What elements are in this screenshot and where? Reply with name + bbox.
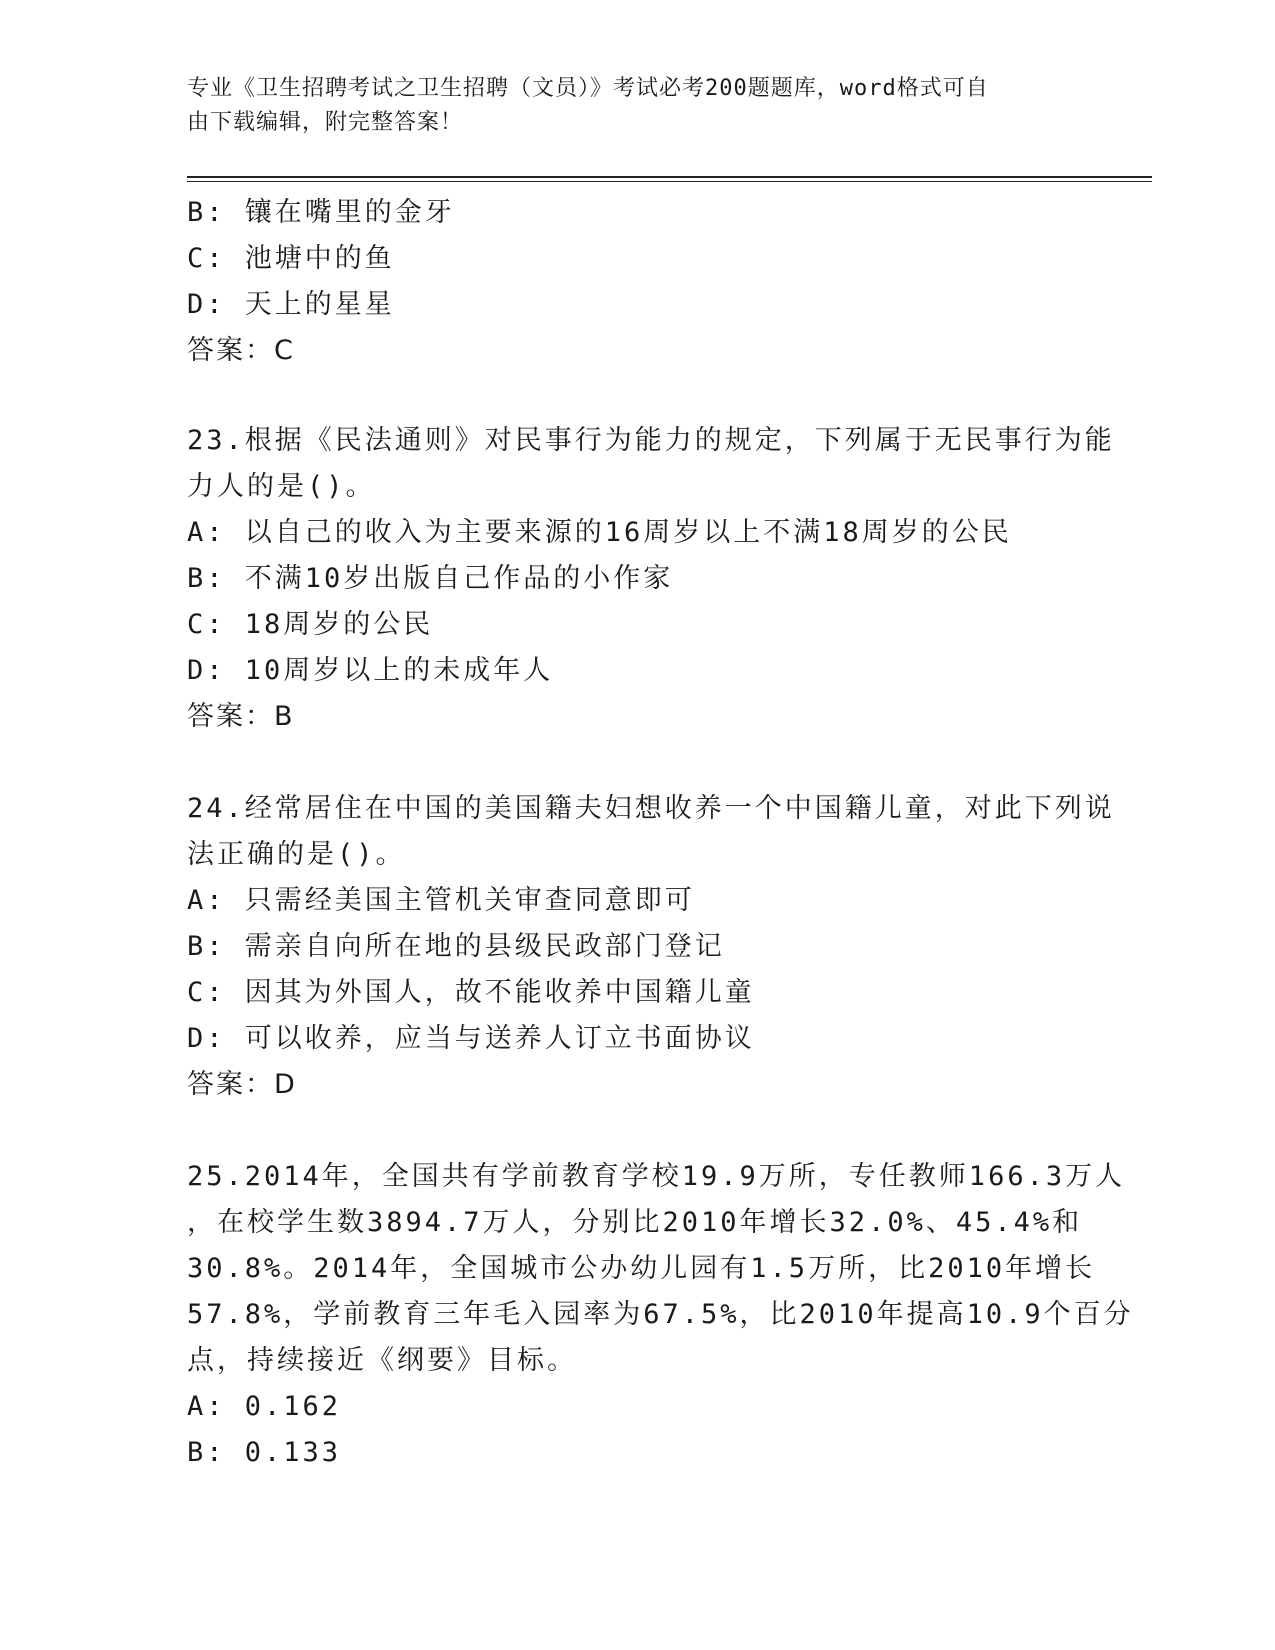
- option-d: D: 天上的星星: [187, 289, 395, 320]
- question-stem: 57.8%，学前教育三年毛入园率为67.5%，比2010年提高10.9个百分: [187, 1299, 1134, 1330]
- header-line-1: 专业《卫生招聘考试之卫生招聘（文员）》考试必考200题题库，word格式可自: [187, 76, 989, 101]
- option-b: B: 不满10岁出版自己作品的小作家: [187, 563, 674, 594]
- document-header: [187, 72, 1067, 140]
- option-a: A: 以自己的收入为主要来源的16周岁以上不满18周岁的公民: [187, 517, 1012, 548]
- question-stem: 法正确的是()。: [187, 839, 406, 870]
- question-stem: 30.8%。2014年，全国城市公办幼儿园有1.5万所，比2010年增长: [187, 1253, 1096, 1284]
- option-b: B: 需亲自向所在地的县级民政部门登记: [187, 931, 725, 962]
- option-d: D: 10周岁以上的未成年人: [187, 655, 554, 686]
- header-rule-thin: [187, 181, 1152, 182]
- header-line-2: 由下载编辑，附完整答案！: [187, 110, 464, 135]
- question-stem: 点，持续接近《纲要》目标。: [187, 1345, 577, 1376]
- document-body: [187, 190, 1134, 1476]
- answer: 答案：D: [187, 1069, 297, 1100]
- option-c: C: 池塘中的鱼: [187, 243, 395, 274]
- option-b: B: 镶在嘴里的金牙: [187, 197, 455, 228]
- answer: 答案：B: [187, 701, 295, 732]
- option-a: A: 只需经美国主管机关审查同意即可: [187, 885, 695, 916]
- question-stem: ，在校学生数3894.7万人，分别比2010年增长32.0%、45.4%和: [187, 1207, 1083, 1238]
- question-stem: 23.根据《民法通则》对民事行为能力的规定，下列属于无民事行为能: [187, 425, 1115, 456]
- question-stem: 25.2014年，全国共有学前教育学校19.9万所，专任教师166.3万人: [187, 1161, 1126, 1192]
- option-a: A: 0.162: [187, 1391, 342, 1422]
- question-23: [187, 418, 1115, 740]
- option-b: B: 0.133: [187, 1437, 342, 1468]
- question-stem: 24.经常居住在中国的美国籍夫妇想收养一个中国籍儿童，对此下列说: [187, 793, 1115, 824]
- header-rule-thick: [187, 176, 1152, 178]
- option-c: C: 因其为外国人，故不能收养中国籍儿童: [187, 977, 755, 1008]
- option-c: C: 18周岁的公民: [187, 609, 434, 640]
- question-25: [187, 1154, 1134, 1476]
- prev-question: [187, 190, 1087, 374]
- option-d: D: 可以收养，应当与送养人订立书面协议: [187, 1023, 755, 1054]
- answer: 答案：C: [187, 335, 295, 366]
- question-24: [187, 786, 1115, 1108]
- question-stem: 力人的是()。: [187, 471, 376, 502]
